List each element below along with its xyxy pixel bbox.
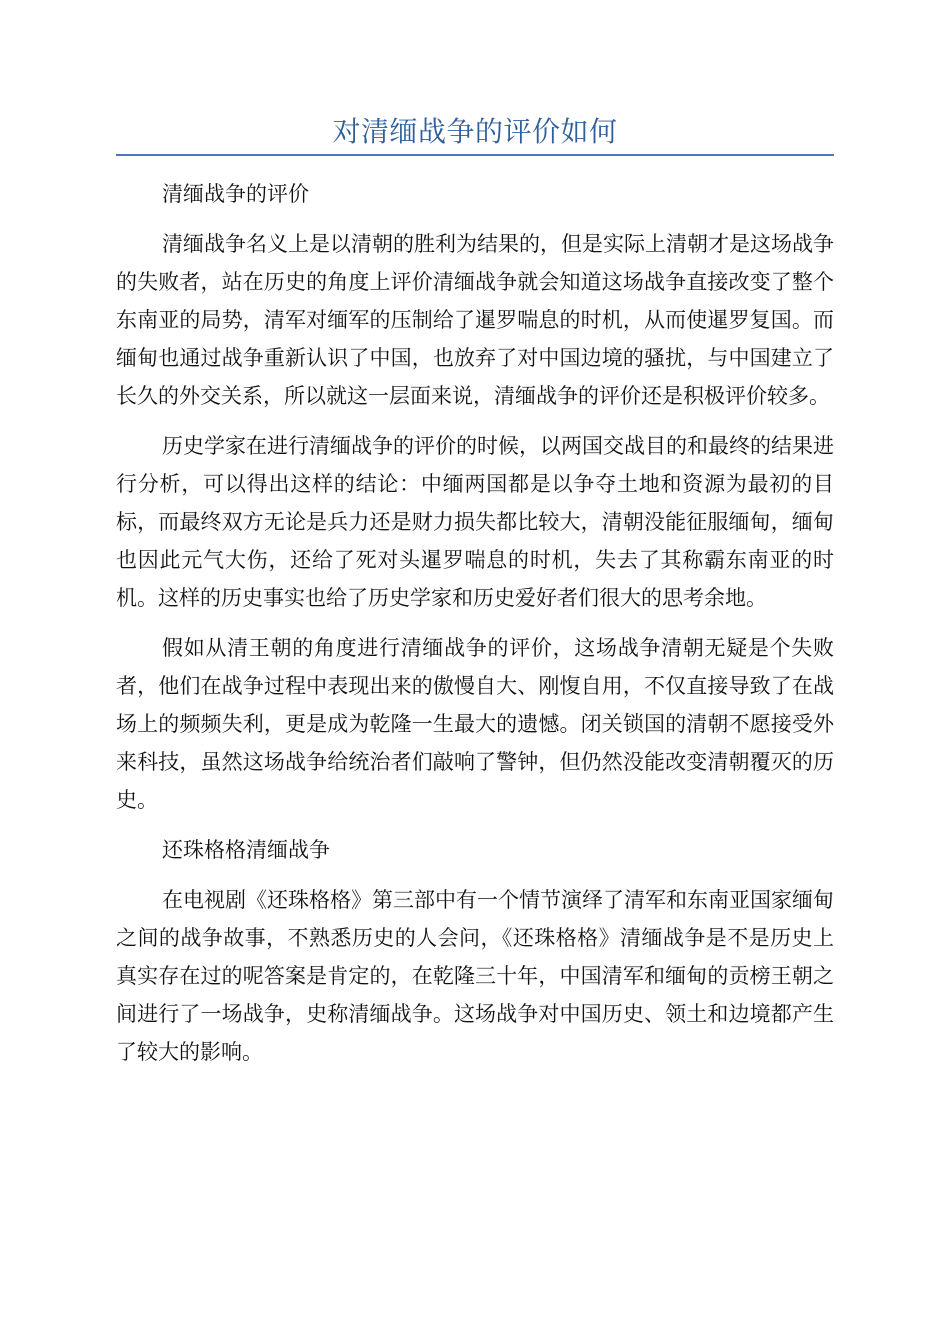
paragraph: 在电视剧《还珠格格》第三部中有一个情节演绎了清军和东南亚国家缅甸之间的战争故事，不熟悉历史的人会问，《还珠格格》清缅战争是不是历史上真实存在过的呢答案是肯定的，在乾隆三十年，中国清军和缅甸的贡榜王朝之间进行了一场战争，史称清缅战争。这场战争对中国历史、领土和边境都产生了较大的影响。	[116, 888, 834, 1064]
section-heading-huanzhugege: 还珠格格清缅战争	[162, 838, 330, 862]
section-heading-evaluation: 清缅战争的评价	[162, 182, 309, 206]
paragraph: 历史学家在进行清缅战争的评价的时候，以两国交战目的和最终的结果进行分析，可以得出这样的结论：中缅两国都是以争夺土地和资源为最初的目标，而最终双方无论是兵力还是财力损失都比较大，清朝没能征服缅甸，缅甸也因此元气大伤，还给了死对头暹罗喘息的时机，失去了其称霸东南亚的时机。这样的历史事实也给了历史学家和历史爱好者们很大的思考余地。	[116, 434, 834, 610]
document-body	[116, 175, 834, 1083]
title-underline	[116, 154, 834, 156]
paragraph: 清缅战争名义上是以清朝的胜利为结果的，但是实际上清朝才是这场战争的失败者，站在历史的角度上评价清缅战争就会知道这场战争直接改变了整个东南亚的局势，清军对缅军的压制给了暹罗喘息的时机，从而使暹罗复国。而缅甸也通过战争重新认识了中国，也放弃了对中国边境的骚扰，与中国建立了长久的外交关系，所以就这一层面来说，清缅战争的评价还是积极评价较多。	[116, 232, 834, 408]
paragraph: 假如从清王朝的角度进行清缅战争的评价，这场战争清朝无疑是个失败者，他们在战争过程中表现出来的傲慢自大、刚愎自用，不仅直接导致了在战场上的频频失利，更是成为乾隆一生最大的遗憾。闭关锁国的清朝不愿接受外来科技，虽然这场战争给统治者们敲响了警钟，但仍然没能改变清朝覆灭的历史。	[116, 636, 834, 812]
document-title: 对清缅战争的评价如何	[332, 115, 618, 148]
